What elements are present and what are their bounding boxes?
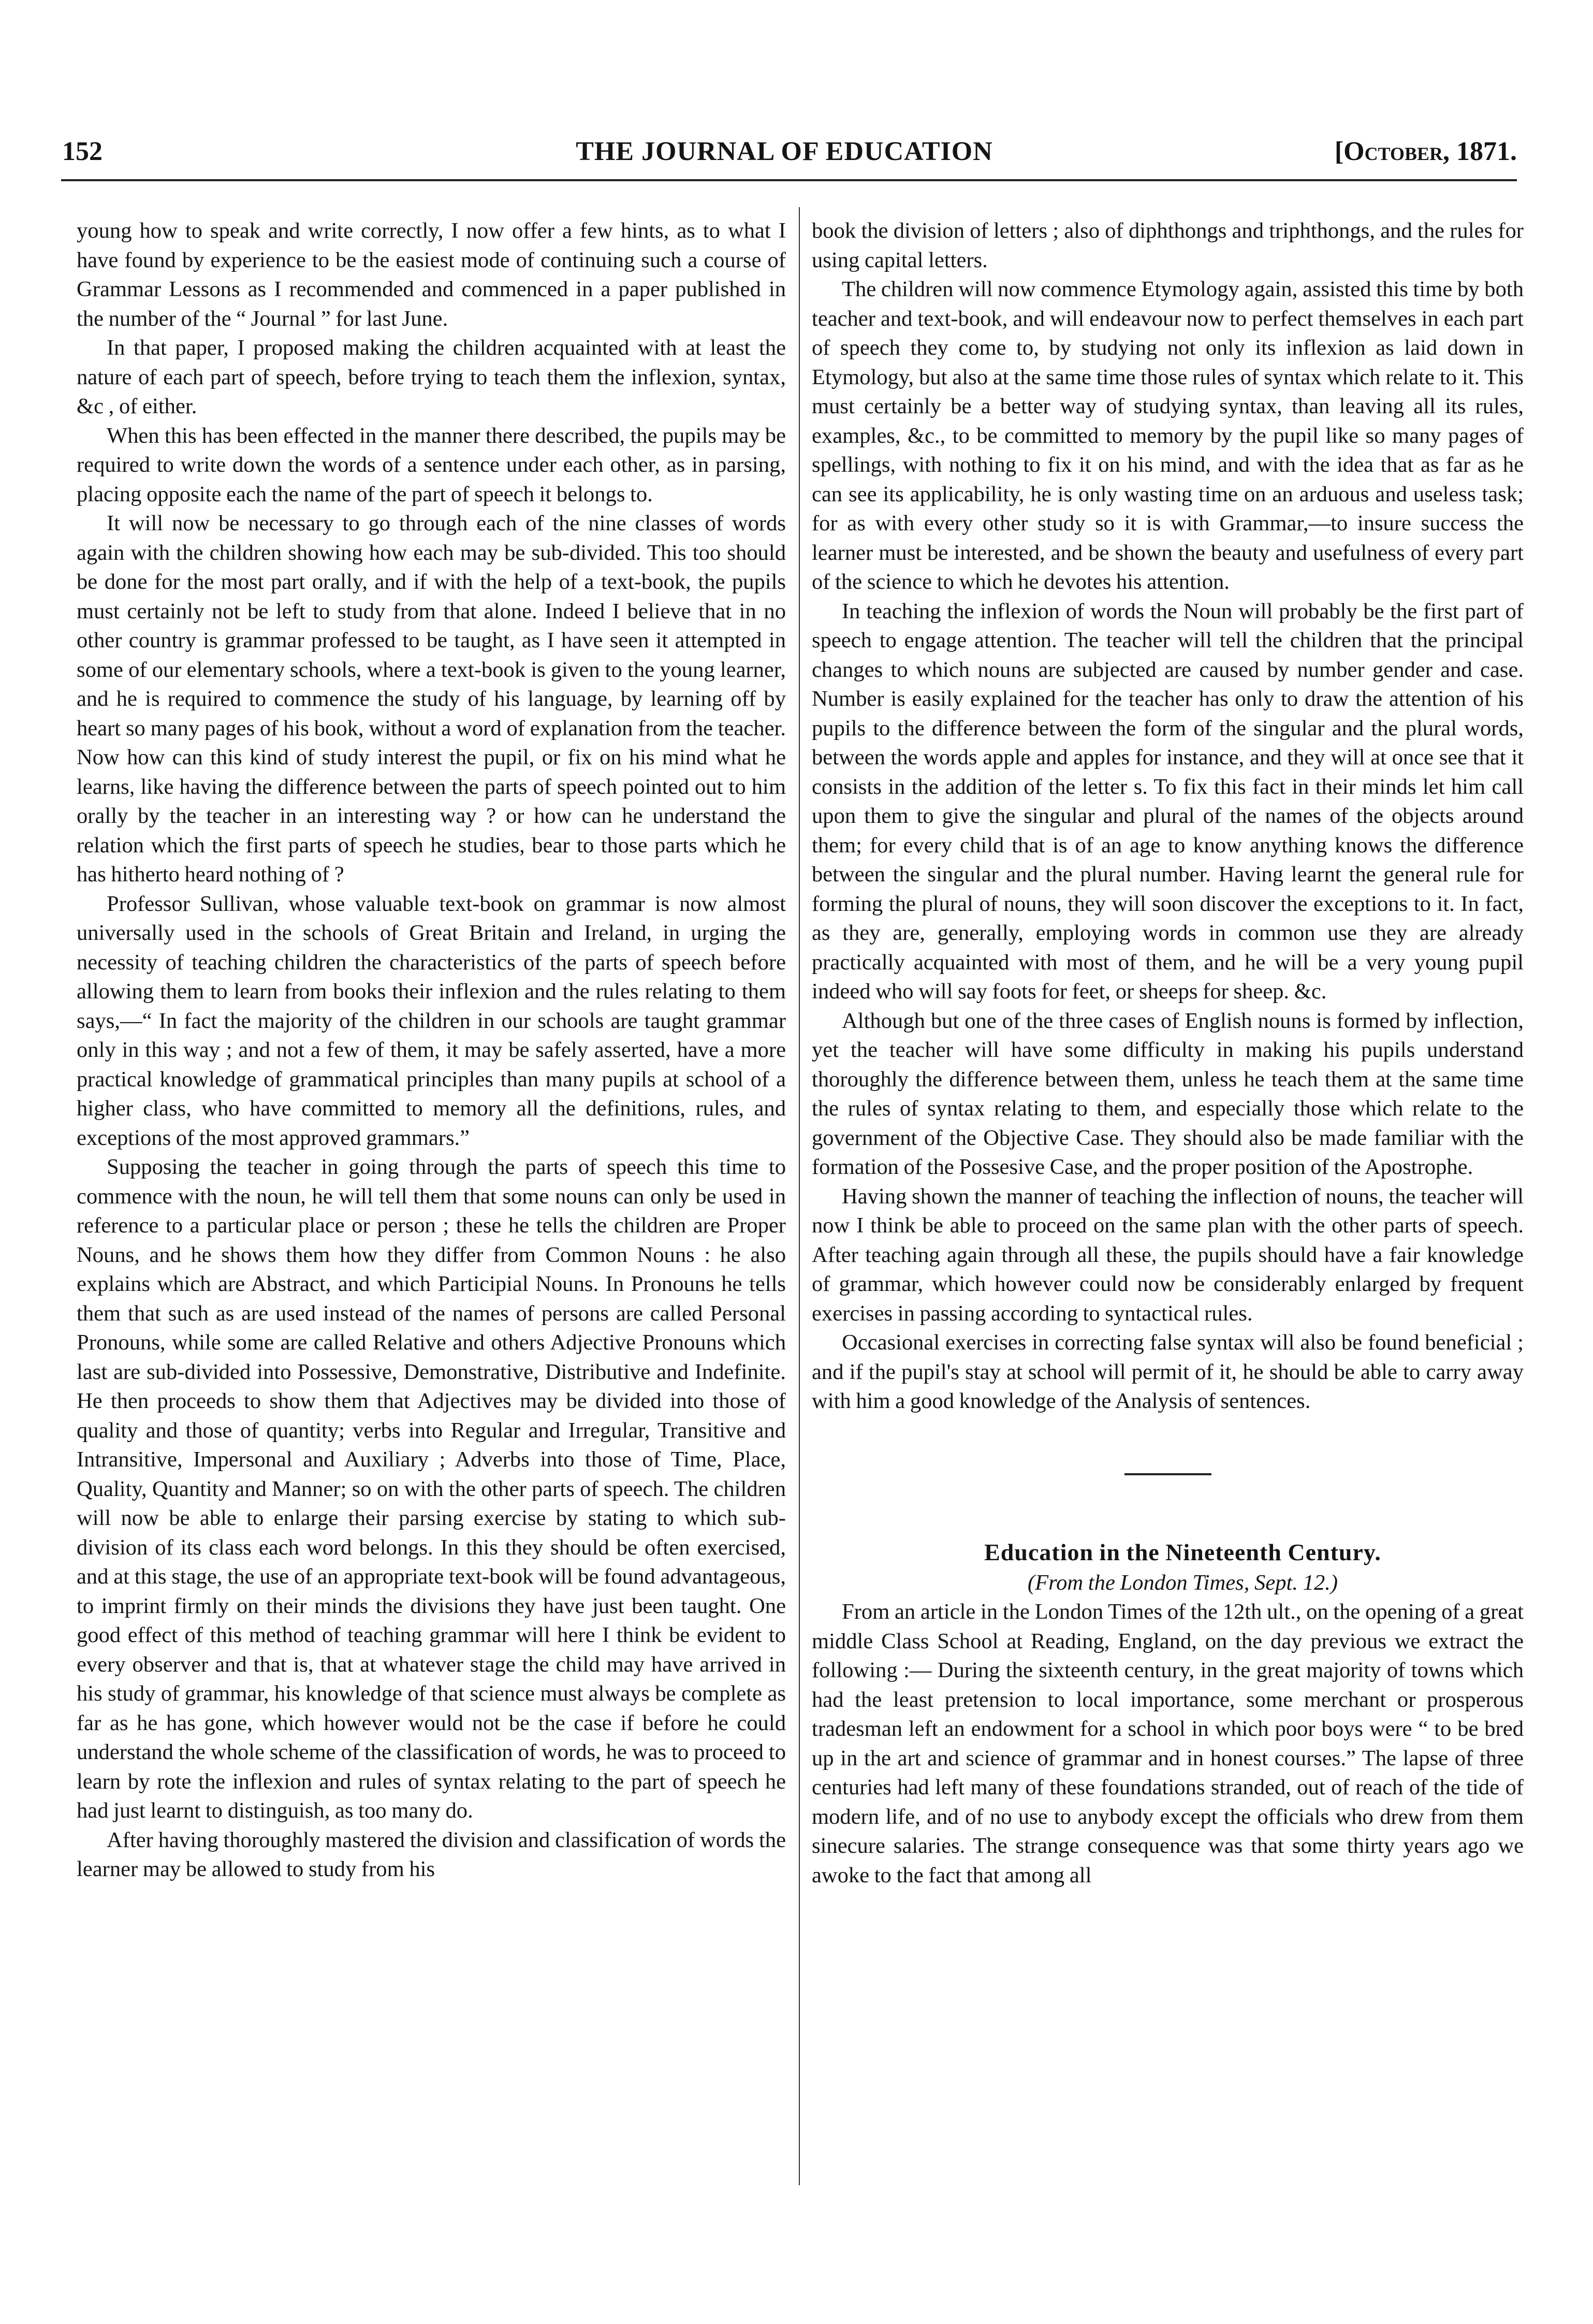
left-column bbox=[77, 216, 786, 1884]
paragraph: Occasional exercises in correcting false syntax will also be found beneficial ; and if the pupil's stay at school will permit of it, he should be able to carry away with him a good knowledge of the Analysis of sentences. bbox=[812, 1330, 1524, 1413]
right-column bbox=[812, 216, 1524, 1890]
column-rule bbox=[799, 207, 800, 2185]
page-number: 152 bbox=[62, 137, 103, 166]
paragraph: Having shown the manner of teaching the inflection of nouns, the teacher will now I think be able to proceed on the same plan with the other parts of speech. After teaching again through all these, the pupils should have a fair knowledge of grammar, which however could now be considerably enlarged by frequent exercises in passing according to syntactical rules. bbox=[812, 1184, 1524, 1326]
paragraph: Professor Sullivan, whose valuable text-book on grammar is now almost universally used in the schools of Great Britain and Ireland, in urging the necessity of teaching children the characteristics of the parts of speech before allowing them to learn from books their inflexion and the rules relating to them says,—“ In fact the majority of the children in our schools are taught grammar only in this way ; and not a few of them, it may be safely asserted, have a more practical knowledge of grammatical principles than many pupils at school of a higher class, who have committed to memory all the definitions, rules, and exceptions of the most approved grammars.” bbox=[77, 891, 786, 1150]
paragraph: After having thoroughly mastered the division and classification of words the learner may be allowed to study from his bbox=[77, 1827, 786, 1881]
paragraph: book the division of letters ; also of diphthongs and triphthongs, and the rules for using capital letters. bbox=[812, 219, 1524, 272]
paragraph: The children will now commence Etymology again, assisted this time by both teacher and text-book, and will endeavour now to perfect themselves in each part of speech they come to, by studying not only its inflexion as laid down in Etymology, but also at the same time those rules of syntax which relate to it. This must certainly be a better way of studying syntax, than leaving all its rules, examples, &c., to be committed to memory by the pupil like so many pages of spellings, with nothing to fix it on his mind, and with the idea that as far as he can see its applicability, he is only wasting time on an arduous and useless task; for as with every other study so it is with Grammar,—to insure success the learner must be interested, and be shown the beauty and usefulness of every part of the science to which he devotes his attention. bbox=[812, 277, 1524, 594]
paragraph: From an article in the London Times of the 12th ult., on the opening of a great middle Class School at Reading, England, on the day previous we extract the following :— During the sixteenth century, in the great majority of towns which had the least pretension to local importance, some merchant or prosperous tradesman left an endowment for a school in which poor boys were “ to be bred up in the art and science of grammar and in honest courses.” The lapse of three centuries had left many of these foundations stranded, out of reach of the tide of modern life, and of no use to anybody except the officials who drew from them sinecure salaries. The strange consequence was that some thirty years ago we awoke to the fact that among all bbox=[812, 1600, 1524, 1887]
paragraph: When this has been effected in the manner there described, the pupils may be required to write down the words of a sentence under each other, as in parsing, placing opposite each the name of the part of speech it belongs to. bbox=[77, 423, 786, 506]
issue-date: [October, 1871. bbox=[1334, 137, 1517, 166]
paragraph: Although but one of the three cases of English nouns is formed by inflection, yet the teacher will have some difficulty in making his pupils understand thoroughly the difference between them, unless he teach them at the same time the rules of syntax relating to them, and especially those which relate to the government of the Objective Case. They should also be made familiar with the formation of the Possesive Case, and the proper position of the Apostrophe. bbox=[812, 1008, 1524, 1179]
paragraph: young how to speak and write correctly, I now offer a few hints, as to what I have found by experience to be the easiest mode of continuing such a course of Grammar Lessons as I recommended and commenced in a paper published in the number of the “ Journal ” for last June. bbox=[77, 219, 786, 331]
header-rule bbox=[61, 179, 1517, 181]
paragraph: In teaching the inflexion of words the Noun will probably be the first part of speech to engage attention. The teacher will tell the children that the principal changes to which nouns are subjected are caused by number gender and case. Number is easily explained for the teacher has only to draw the attention of his pupils to the difference between the form of the singular and the plural words, between the words apple and apples for instance, and they will at once see that it consists in the addition of the letter s. To fix this fact in their minds let him call upon them to give the singular and plural of the names of the objects around them; for every child that is of an age to know anything knows the difference between the singular and the plural number. Having learnt the general rule for forming the plural of nouns, they will soon discover the exceptions to it. In fact, as they are, generally, employing words in common use they are already practically acquainted with most of them, and he will be a very young pupil indeed who will say foots for feet, or sheeps for sheep. &c. bbox=[812, 599, 1524, 1004]
page-header bbox=[52, 134, 1517, 180]
journal-title: THE JOURNAL OF EDUCATION bbox=[576, 137, 993, 166]
paragraph: It will now be necessary to go through each of the nine classes of words again with the children showing how each may be sub-divided. This too should be done for the most part orally, and if with the help of a text-book, the pupils must certainly not be left to study from that alone. Indeed I believe that in no other country is grammar professed to be taught, as I have seen it attempted in some of our elementary schools, where a text-book is given to the young learner, and he is required to commence the study of his language, by learning off by heart so many pages of his book, without a word of explanation from the teacher. Now how can this kind of study interest the pupil, or fix on his mind what he learns, like having the difference between the parts of speech pointed out to him orally by the teacher in an interesting way ? or how can he understand the relation which the first parts of speech he studies, bear to those parts which he has hitherto heard nothing of ? bbox=[77, 511, 786, 887]
article-source: (From the London Times, Sept. 12.) bbox=[1027, 1570, 1338, 1595]
paragraph: Supposing the teacher in going through the parts of speech this time to commence with the noun, he will tell them that some nouns can only be used in reference to a particular place or person ; these he tells the children are Proper Nouns, and he shows them how they differ from Common Nouns : he also explains which are Abstract, and which Participial Nouns. In Pronouns he tells them that such as are used instead of the names of persons are called Personal Pronouns, while some are called Relative and others Adjective Pronouns which last are sub-divided into Possessive, Demonstrative, Distributive and Indefinite. He then proceeds to show them that Adjectives may be divided into those of quality and those of quantity; verbs into Regular and Irregular, Transitive and Intransitive, Impersonal and Auxiliary ; Adverbs into those of Time, Place, Quality, Quantity and Manner; so on with the other parts of speech. The children will now be able to enlarge their parsing exercise by stating to which sub-division of its class each word belongs. In this they should be often exercised, and at this stage, the use of an appropriate text-book will be found advantageous, to imprint firmly on their minds the divisions they have just been taught. One good effect of this method of teaching grammar will here I think be evident to every observer and that is, that at whatever stage the child may have arrived in his study of grammar, his knowledge of that science must always be complete as far as he has gone, which however would not be the case if before he could understand the whole scheme of the classification of words, he was to proceed to learn by rote the inflexion and rules of syntax relating to the part of speech he had just learnt to distinguish, as too many do. bbox=[77, 1155, 786, 1823]
article-heading: Education in the Nineteenth Century. bbox=[984, 1538, 1381, 1565]
paragraph: In that paper, I proposed making the children acquainted with at least the nature of each part of speech, before trying to teach them the inflexion, syntax, &c , of either. bbox=[77, 336, 786, 418]
section-divider bbox=[1124, 1473, 1211, 1475]
